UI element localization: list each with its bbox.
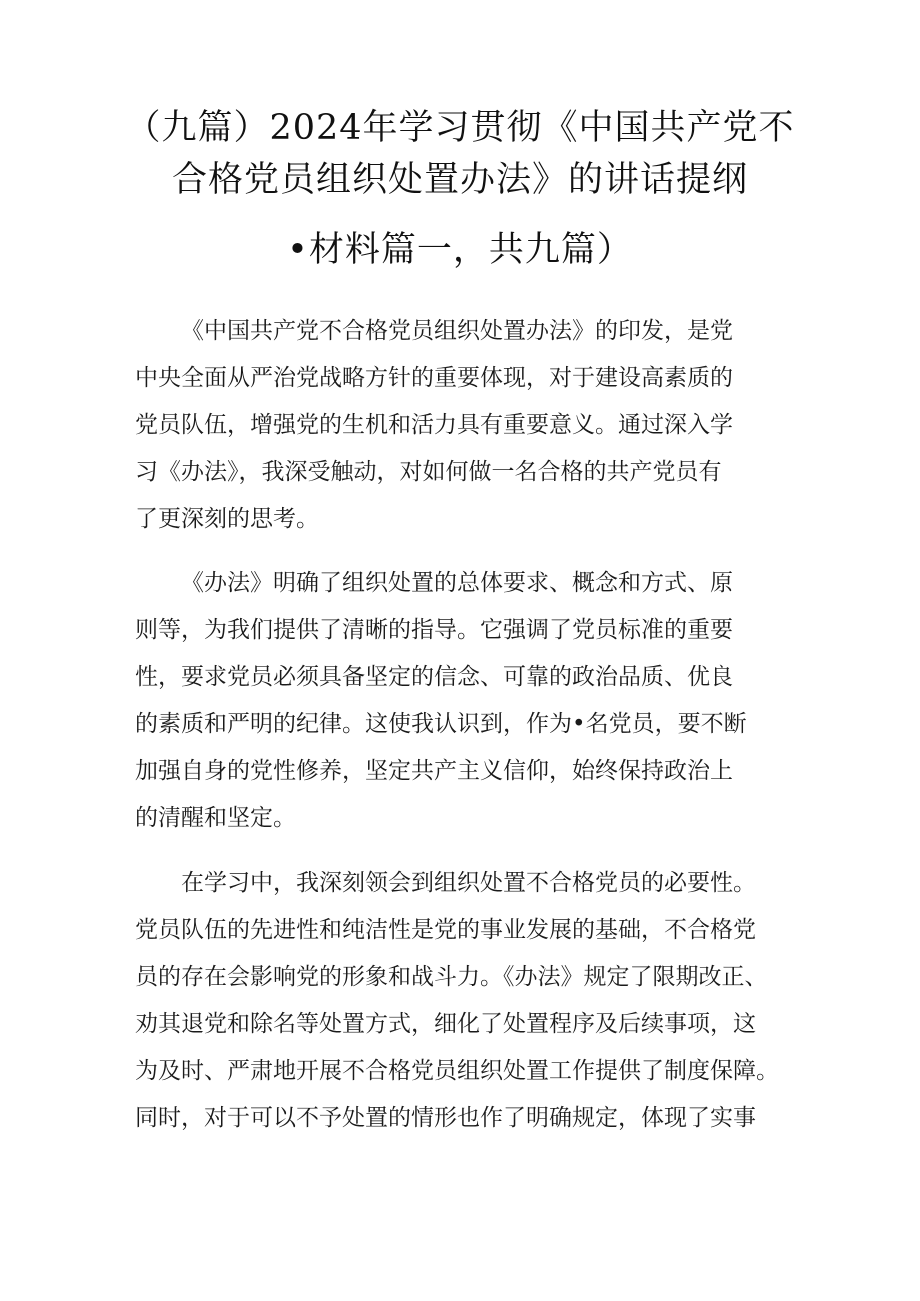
paragraph-line: 劝其退党和除名等处置方式，细化了处置程序及后续事项，这: [135, 1011, 756, 1037]
paragraph-line: 了更深刻的思考。: [135, 506, 319, 532]
paragraph-3: [135, 860, 795, 1142]
paragraph-line: 性，要求党员必须具备坚定的信念、可靠的政治品质、优良: [135, 664, 733, 690]
paragraph-line: 党员队伍，增强党的生机和活力具有重要意义。通过深入学: [135, 412, 733, 438]
paragraph-line: 《中国共产党不合格党员组织处置办法》的印发，是党: [181, 318, 733, 344]
paragraph-line: 党员队伍的先进性和纯洁性是党的事业发展的基础，不合格党: [135, 917, 756, 943]
title-line-2: 合格党员组织处置办法》的讲话提纲: [171, 160, 748, 200]
title-line-1: （九篇）2024年学习贯彻《中国共产党不: [125, 108, 795, 148]
paragraph-line: 同时，对于可以不予处置的情形也作了明确规定，体现了实事: [135, 1105, 756, 1131]
paragraph-line: 员的存在会影响党的形象和战斗力。《办法》规定了限期改正、: [135, 964, 768, 990]
paragraph-1: [135, 308, 795, 543]
paragraph-line: 加强自身的党性修养，坚定共产主义信仰，始终保持政治上: [135, 758, 733, 784]
subtitle-line: •材料篇一，共九篇）: [287, 230, 633, 270]
paragraph-line: 中央全面从严治党战略方针的重要体现，对于建设高素质的: [135, 365, 733, 391]
paragraph-line: 为及时、严肃地开展不合格党员组织处置工作提供了制度保障。: [135, 1058, 779, 1084]
paragraph-line: 的素质和严明的纪律。这使我认识到，作为•名党员，要不断: [135, 711, 747, 737]
paragraph-line: 习《办法》，我深受触动，对如何做一名合格的共产党员有: [135, 459, 722, 485]
paragraph-line: 则等，为我们提供了清晰的指导。它强调了党员标准的重要: [135, 617, 733, 643]
paragraph-line: 的清醒和坚定。: [135, 805, 296, 831]
paragraph-line: 《办法》明确了组织处置的总体要求、概念和方式、原: [181, 570, 733, 596]
paragraph-2: [135, 560, 795, 842]
paragraph-line: 在学习中，我深刻领会到组织处置不合格党员的必要性。: [181, 870, 756, 896]
